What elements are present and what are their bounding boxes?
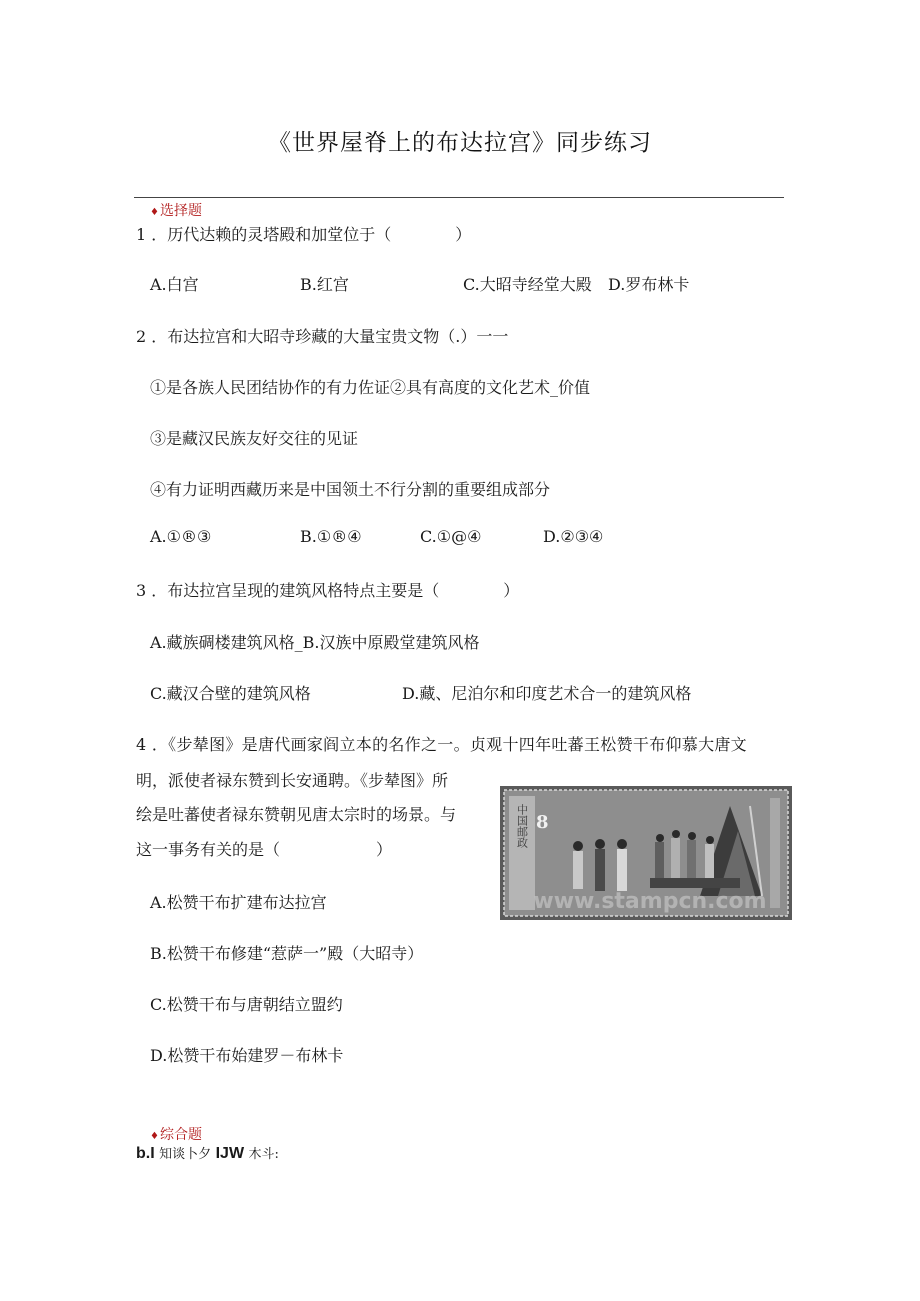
q3-option-d: D.藏、尼泊尔和印度艺术合一的建筑风格 — [402, 684, 692, 703]
stamp-value: 8 — [536, 812, 549, 833]
q3-option-c: C.藏汉合壁的建筑风格 — [150, 684, 311, 703]
q2-statement-3: ③是藏汉民族友好交往的见证 — [150, 429, 359, 448]
stamp-image — [500, 786, 792, 920]
q2-option-d: D.②③④ — [543, 527, 604, 546]
stamp-illustration — [500, 786, 792, 920]
section-heading-comprehensive: ♦综合题 — [150, 1127, 202, 1143]
q2-statement-4: ④有力证明西藏历来是中国领土不行分割的重要组成部分 — [150, 480, 551, 499]
q1-option-a: A.白宫 — [150, 275, 199, 294]
q2-option-b: B.①®④ — [300, 527, 362, 546]
q2-option-c: C.①@④ — [420, 527, 482, 546]
q2-option-a: A.①®③ — [150, 527, 212, 546]
page-title: 《世界屋脊上的布达拉宫》同步练习 — [268, 130, 652, 156]
question-3: 3 ．布达拉宫呈现的建筑风格特点主要是（ ） — [136, 581, 520, 600]
title-divider — [134, 197, 784, 198]
question-2: 2 ．布达拉宫和大昭寺珍藏的大量宝贵文物（.）一一 — [136, 327, 509, 346]
q4-option-c: C.松赞干布与唐朝结立盟约 — [150, 995, 343, 1014]
stamp-watermark: www.stampcn.com — [533, 889, 767, 914]
question-1: 1 ．历代达赖的灵塔殿和加堂位于（ ） — [136, 225, 472, 244]
q2-statement-1-2: ①是各族人民团结协作的有力佐证②具有高度的文化艺术_价值 — [150, 378, 591, 397]
q4-option-d: D.松赞干布始建罗－布林卡 — [150, 1046, 344, 1065]
q4-option-b: B.松赞干布修建“惹萨一”殿（大昭寺） — [150, 944, 424, 963]
garbled-question-line: b.I 知谈卜夕 IJW 木斗: — [136, 1145, 279, 1162]
stamp-country: 中国邮政 — [515, 804, 529, 848]
question-4-line-2: 明，派使者禄东赞到长安通聘。《步辇图》所 — [136, 771, 449, 790]
q1-option-b: B.红宫 — [300, 275, 349, 294]
q1-option-d: D.罗布林卡 — [608, 275, 690, 294]
q3-option-a-b: A.藏族碉楼建筑风格_B.汉族中原殿堂建筑风格 — [150, 633, 480, 652]
question-4-line-3: 绘是吐蕃使者禄东赞朝见唐太宗时的场景。与 — [136, 805, 457, 824]
q1-option-c: C.大昭寺经堂大殿 — [463, 275, 592, 294]
diamond-icon: ♦ — [150, 1131, 159, 1142]
question-4-line-4: 这一事务有关的是（ ） — [136, 840, 393, 859]
question-4-line-1: 4 ．《步辇图》是唐代画家阎立本的名作之一。贞观十四年吐蕃王松赞干布仰慕大唐文 — [136, 735, 747, 754]
section-heading-choice: ♦选择题 — [150, 203, 202, 219]
q4-option-a: A.松赞干布扩建布达拉宫 — [150, 893, 327, 912]
diamond-icon: ♦ — [150, 207, 159, 218]
